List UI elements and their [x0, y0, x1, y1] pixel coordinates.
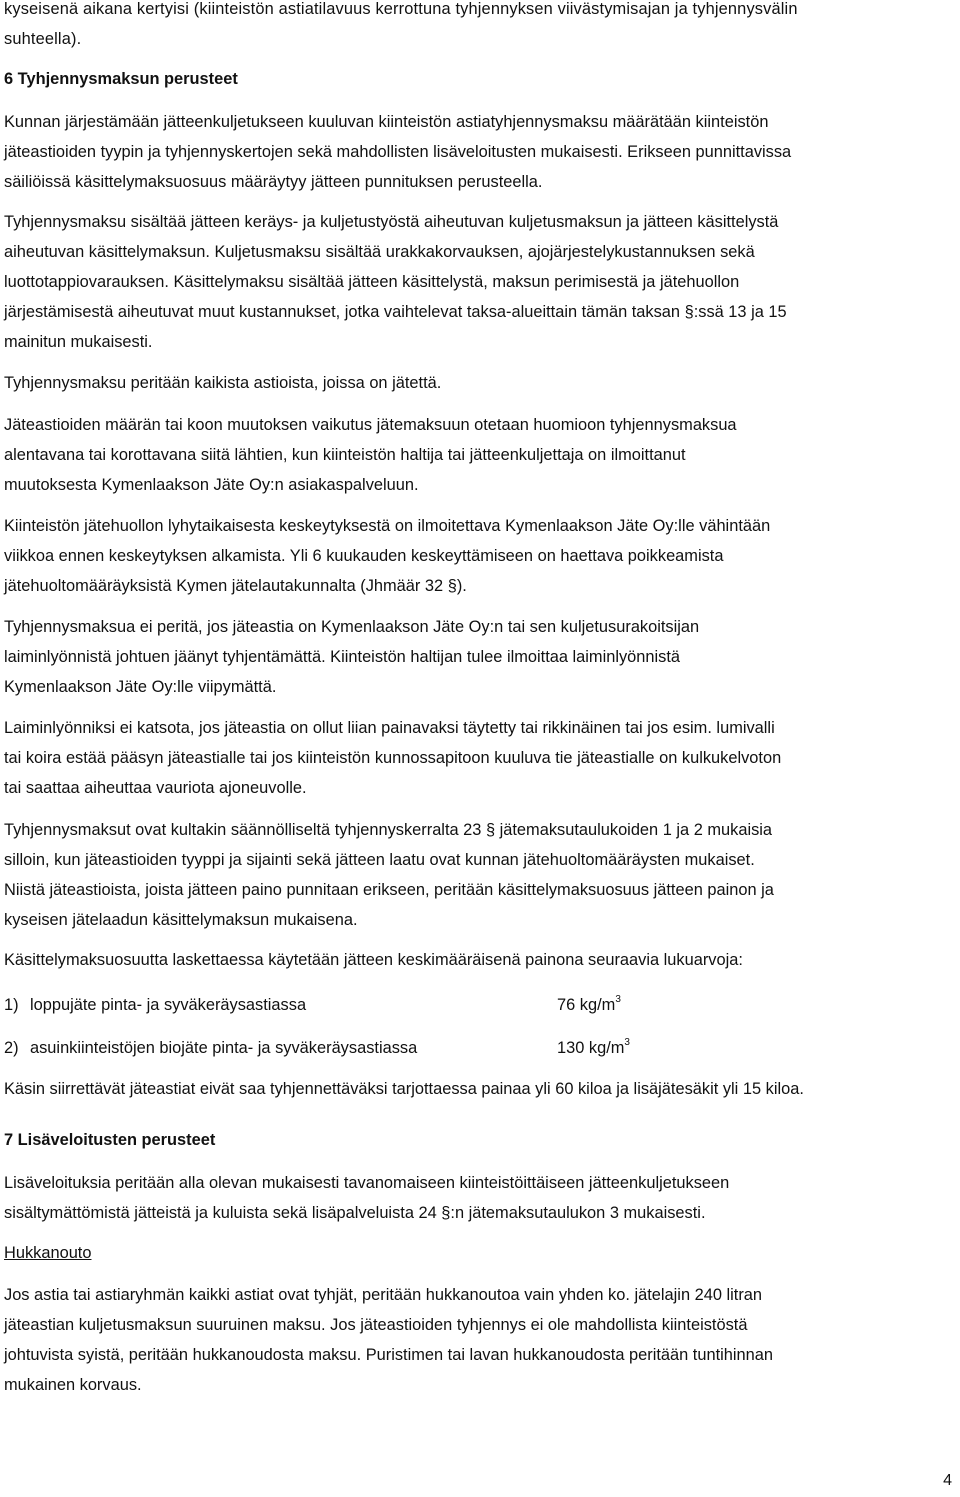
text-line: Tyhjennysmaksu sisältää jätteen keräys- ja kuljetustyöstä aiheutuvan kuljetusmaksun ja jätteen käsittelystä — [4, 213, 779, 231]
value-exponent: 3 — [615, 994, 621, 1005]
text-line: Jäteastioiden määrän tai koon muutoksen vaikutus jätemaksuun otetaan huomioon tyhjennysmaksua — [4, 416, 737, 434]
text-line: alentavana tai korottavana siitä lähtien, kun kiinteistön haltija tai jätteenkuljettaja on ilmoittanut — [4, 446, 686, 464]
text-line: Tyhjennysmaksu peritään kaikista astioista, joissa on jätettä. — [4, 374, 442, 392]
text-line: luottotappiovarauksen. Käsittelymaksu sisältää jätteen käsittelystä, maksun perimisestä ja jätehuollon — [4, 273, 740, 291]
text-line: johtuvista syistä, peritään hukkanoudosta maksu. Puristimen tai lavan hukkanoudosta peritään tuntihinnan — [4, 1346, 774, 1364]
text-line: järjestämisestä aiheutuvat muut kustannukset, jotka vaihtelevat taksa-alueittain tämän taksan §:ssä 13 ja 15 — [4, 303, 787, 321]
text-line: tai koira estää pääsyn jäteastialle tai jos kiinteistön kunnossapitoon kuuluva tie jäteastialle on kulkukelvoton — [4, 749, 782, 767]
text-line: Lisäveloituksia peritään alla olevan mukaisesti tavanomaiseen kiinteistöittäiseen jätteenkuljetukseen — [4, 1174, 730, 1192]
subheading-hukkanouto: Hukkanouto — [4, 1244, 92, 1262]
paragraph — [4, 713, 956, 803]
list-item-value — [557, 990, 621, 1020]
list-item — [4, 990, 956, 1020]
paragraph — [4, 945, 956, 975]
intro-paragraph — [4, 0, 956, 54]
text-line: kyseisen jätelaadun käsittelymaksun mukaisena. — [4, 911, 358, 929]
text-line: mukainen korvaus. — [4, 1376, 142, 1394]
paragraph — [4, 815, 956, 935]
text-line: Laiminlyönniksi ei katsota, jos jäteastia on ollut liian painavaksi täytetty tai rikkinäinen tai jos esim. lumivalli — [4, 719, 775, 737]
list-item — [4, 1033, 956, 1063]
text-line: Jos astia tai astiaryhmän kaikki astiat ovat tyhjät, peritään hukkanoutoa vain yhden ko. jätelajin 240 litran — [4, 1286, 763, 1304]
text-line: mainitun mukaisesti. — [4, 333, 153, 351]
paragraph — [4, 368, 956, 398]
paragraph — [4, 107, 956, 197]
text-line: jäteastian kuljetusmaksun suuruinen maksu. Jos jäteastioiden tyhjennys ei ole mahdollista kiinteistöstä — [4, 1316, 748, 1334]
text-line: säiliöissä käsittelymaksuosuus määräytyy jätteen punnituksen perusteella. — [4, 173, 543, 191]
paragraph — [4, 410, 956, 500]
text-line: Käsittelymaksuosuutta laskettaessa käytetään jätteen keskimääräisenä painona seuraavia lukuarvoja: — [4, 951, 743, 969]
value-text: 130 kg/m — [557, 1039, 625, 1057]
list-number: 2) — [4, 1039, 19, 1057]
text-line: Niistä jäteastioista, joista jätteen paino punnitaan erikseen, peritään käsittelymaksuosuus jätteen painon ja — [4, 881, 774, 899]
text-line: tai saattaa aiheuttaa vauriota ajoneuvolle. — [4, 779, 307, 797]
paragraph — [4, 1074, 956, 1104]
value-exponent: 3 — [624, 1037, 630, 1048]
text-line: Kunnan järjestämään jätteenkuljetukseen kuuluvan kiinteistön astiatyhjennysmaksu määrätään kiinteistön — [4, 113, 769, 131]
text-line: Kiinteistön jätehuollon lyhytaikaisesta keskeytyksestä on ilmoitettava Kymenlaakson Jäte Oy:lle vähintään — [4, 517, 771, 535]
text-line: Tyhjennysmaksua ei peritä, jos jäteastia on Kymenlaakson Jäte Oy:n tai sen kuljetusurakoitsijan — [4, 618, 700, 636]
text-line: laiminlyönnistä johtuen jäänyt tyhjentämättä. Kiinteistön haltijan tulee ilmoittaa laiminlyönnistä — [4, 648, 681, 666]
text-line: Kymenlaakson Jäte Oy:lle viipymättä. — [4, 678, 277, 696]
list-item-value — [557, 1033, 630, 1063]
section-7-heading: 7 Lisäveloitusten perusteet — [4, 1131, 216, 1149]
paragraph — [4, 1168, 956, 1228]
section-6-heading: 6 Tyhjennysmaksun perusteet — [4, 70, 238, 88]
text-line: sisältymättömistä jätteistä ja kuluista sekä lisäpalveluista 24 §:n jätemaksutaulukon 3 mukaisesti. — [4, 1204, 706, 1222]
text-line: muutoksesta Kymenlaakson Jäte Oy:n asiakaspalveluun. — [4, 476, 419, 494]
text-line: kyseisenä aikana kertyisi (kiinteistön astiatilavuus kerrottuna tyhjennyksen viivästymisajan ja tyhjennysvälin — [4, 0, 798, 18]
text-line: suhteella). — [4, 30, 82, 48]
text-line: aiheutuvan käsittelymaksun. Kuljetusmaksu sisältää urakkakorvauksen, ajojärjestelykustannuksen sekä — [4, 243, 755, 261]
value-text: 76 kg/m — [557, 996, 616, 1014]
list-item-text: loppujäte pinta- ja syväkeräysastiassa — [30, 996, 307, 1014]
list-number: 1) — [4, 996, 19, 1014]
text-line: Käsin siirrettävät jäteastiat eivät saa tyhjennettäväksi tarjottaessa painaa yli 60 kiloa ja lisäjätesäkit yli 15 kiloa. — [4, 1080, 804, 1098]
text-line: Tyhjennysmaksut ovat kultakin säännölliseltä tyhjennyskerralta 23 § jätemaksutaulukoiden 1 ja 2 mukaisia — [4, 821, 773, 839]
text-line: viikkoa ennen keskeytyksen alkamista. Yli 6 kuukauden keskeyttämiseen on haettava poikkeamista — [4, 547, 724, 565]
list-item-text: asuinkiinteistöjen biojäte pinta- ja syväkeräysastiassa — [30, 1039, 418, 1057]
paragraph — [4, 511, 956, 601]
paragraph — [4, 612, 956, 702]
text-line: jäteastioiden tyypin ja tyhjennyskertojen sekä mahdollisten lisäveloitusten mukaisesti. Erikseen punnittavissa — [4, 143, 792, 161]
text-line: silloin, kun jäteastioiden tyyppi ja sijainti sekä jätteen laatu ovat kunnan jätehuoltomääräysten mukaiset. — [4, 851, 755, 869]
paragraph — [4, 1280, 956, 1400]
text-line: jätehuoltomääräyksistä Kymen jätelautakunnalta (Jhmäär 32 §). — [4, 577, 467, 595]
paragraph — [4, 207, 956, 357]
page-number: 4 — [943, 1472, 952, 1489]
